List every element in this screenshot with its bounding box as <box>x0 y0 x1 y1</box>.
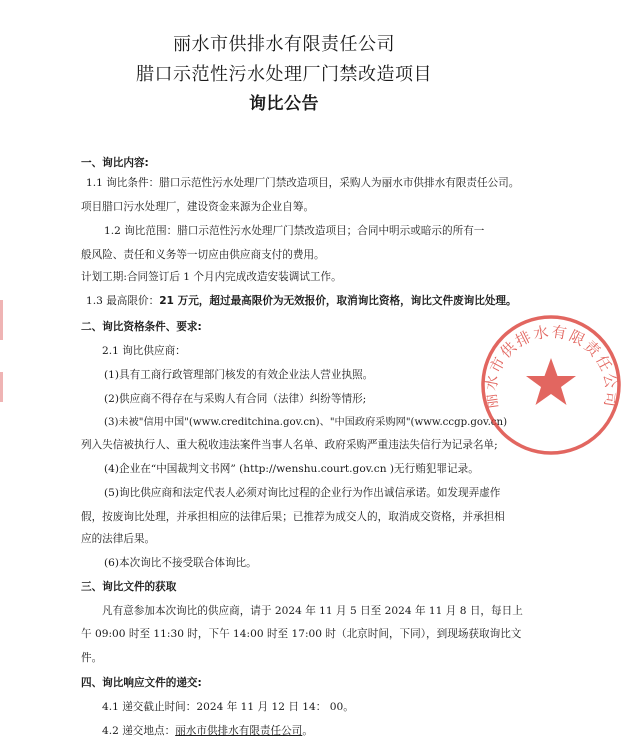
requirement-2: (2)供应商不得存在与采购人有合同（法律）纠纷等情形; <box>104 393 367 405</box>
requirement-4: (4)企业在“中国裁判文书网” (http://wenshu.court.gov.cn )无行贿犯罪记录。 <box>104 463 479 475</box>
submission-deadline: 4.1 递交截止时间：2024 年 11 月 12 日 14： 00。 <box>102 701 354 713</box>
clause-1-3 <box>86 294 517 308</box>
requirement-3: (3)未被"信用中国"(www.creditchina.gov.cn)、"中国政府采购网"(www.ccgp.gov.cn) <box>104 417 508 428</box>
scan-edge-mark <box>0 372 3 402</box>
clause-1-2-cont: 般风险、责任和义务等一切应由供应商支付的费用。 <box>81 249 325 261</box>
acquisition-text-end: 件。 <box>81 652 103 664</box>
section-2-heading: 二、询比资格条件、要求: <box>81 321 202 333</box>
scan-edge-mark <box>0 300 3 340</box>
project-title: 腊口示范性污水处理厂门禁改造项目 <box>136 64 432 85</box>
requirement-5-end: 应的法律后果。 <box>81 533 156 545</box>
company-title: 丽水市供排水有限责任公司 <box>173 34 395 55</box>
seal-star-icon <box>526 358 576 405</box>
requirement-3-cont: 列入失信被执行人、重大税收违法案件当事人名单、政府采购严重违法失信行为记录名单; <box>81 439 498 451</box>
notice-title: 询比公告 <box>249 94 319 114</box>
section-3-heading: 三、询比文件的获取 <box>81 581 177 593</box>
requirement-5: (5)询比供应商和法定代表人必须对询比过程的企业行为作出诚信承诺。如发现弄虚作 <box>104 487 501 499</box>
location-label: 4.2 递交地点： <box>102 725 176 737</box>
price-cap-label: 1.3 最高限价： <box>86 295 160 307</box>
section-1-heading: 一、询比内容: <box>81 157 149 169</box>
requirement-6: (6)本次询比不接受联合体询比。 <box>104 557 257 569</box>
section-4-heading: 四、询比响应文件的递交: <box>81 677 202 689</box>
requirement-5-cont: 假，按废询比处理，并承担相应的法律后果；已推荐为成交人的，取消成交资格，并承担相 <box>81 511 505 523</box>
location-suffix: 。 <box>302 725 313 737</box>
price-cap-value: 21 万元，超过最高限价为无效报价，取消询比资格，询比文件废询比处理。 <box>159 295 517 307</box>
clause-2-1: 2.1 询比供应商： <box>102 345 186 357</box>
location-value: 丽水市供排水有限责任公司 <box>175 725 303 737</box>
clause-1-2: 1.2 询比范围：腊口示范性污水处理厂门禁改造项目；合同中明示或暗示的所有一 <box>104 225 485 237</box>
seal-text: 丽水市供排水有限责任公司 <box>481 322 621 410</box>
acquisition-text-cont: 午 09:00 时至 11:30 时，下午 14:00 时至 17:00 时（北京时间，下同），到现场获取询比文 <box>81 628 522 640</box>
clause-1-1: 1.1 询比条件：腊口示范性污水处理厂门禁改造项目，采购人为丽水市供排水有限责任公司。 <box>86 177 520 189</box>
submission-location <box>102 724 313 738</box>
schedule-line: 计划工期:合同签订后 1 个月内完成改造安装调试工作。 <box>81 271 342 283</box>
clause-1-1-cont: 项目腊口污水处理厂，建设资金来源为企业自筹。 <box>81 201 315 213</box>
acquisition-text: 凡有意参加本次询比的供应商，请于 2024 年 11 月 5 日至 2024 年 11 月 8 日，每日上 <box>102 605 523 617</box>
company-seal <box>476 310 626 460</box>
requirement-1: (1)具有工商行政管理部门核发的有效企业法人营业执照。 <box>104 369 374 381</box>
